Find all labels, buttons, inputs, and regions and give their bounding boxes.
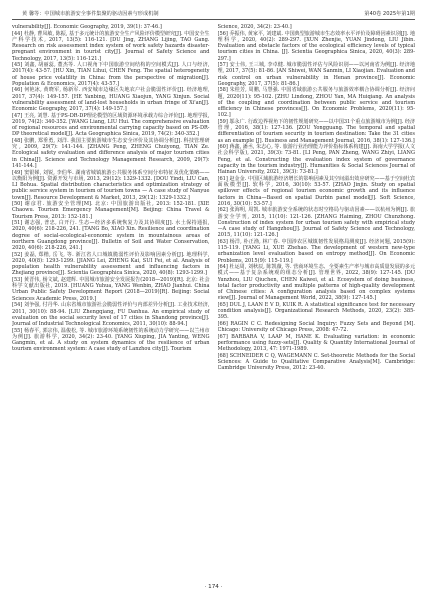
reference-entry: [63] 杨洋, 朴正渔, 林广春. 中国涉农区城镇韧性发展格局测度[J]. 经济问题, 2015(9): 115-119. [YANG Li, XUE Zhehao. The development of western new-type urbanization level evaluation based on entropy method[J]. On Economic Problems, 2015(9): 115-119.] [217, 238, 415, 264]
reference-entry: [54] 刘争强, 付丹华. 山东省城市旅游社会脆弱性评价与内部差异分析[J]. 工业技术经济, 2011, 30(10): 88-94. [LIU Zhengqiang, FU Danhua. An empirical study of evaluation on the social security level of 17 cities in Shandong province[J]. Journal of Industrial Technological Economics, 2011, 30(10): 88-94.] [12, 302, 210, 328]
reference-entry: [62] 张海明, 周凯. 城市旅游安全系统的状态时空格局与驱动因素——以杭州为例[J]. 旅游安全学刊, 2015, 11(10): 121-126. [ZHANG Haiming, ZHOU Chunzhong. Construction of index system for urban tourism safety with empirical study—A case study of Hangzhou[J]. Journal of Safety Science and Technology, 2015, 11(10): 121-126.] [217, 207, 415, 239]
reference-entry: [66] RAGIN C C. Redesigning Social Inquiry: Fuzzy Sets and Beyond [M]. Chicago: University of Chicago Press, 2008: 47-72. [217, 321, 415, 334]
running-header [0, 6, 427, 20]
reference-entry: [50] 谢彦君. 旅游安全管理[M]. 北京: 中国旅游出版社, 2013: 152-181. [XIE Chaowu. Tourism Emergency Management[M]. Beijing: China Travel & Tourism Press, 2013: 152-181.] [12, 201, 210, 220]
reference-entry: [60] 蒋鑫, 潘丞, 朱志心, 等. 旅游行业治理能力评价指标体系构建[J]. 海南大学学报(人文社会科学版), 2021, 39(3): 73-81. [LI Peng, PAN Zheng, WANG Zhiyi, LIANG Feng, et al. Constructing the evaluation index system of governance capacity in the tourism industry[J]. Humanities & Social Sciences Journal of Hainan University, 2021, 39(3): 73-81.] [217, 144, 415, 176]
reference-entry: [58] 朱桂芳, 周鹏, 马慧强. 中国省域旅游公共服务与旅游效率耦合协调分析[J]. 经济问题, 2020(11): 95-102. [ZHU Lindong, ZHOU Yan, MA Huiqiang. An analysis of the coupling and coordination between public service and tourism efficiency in Chinese provinces[J]. On Economic Problems, 2020(11): 95-102.] [217, 87, 415, 119]
reference-entry: [64] 杜运周, 刘秋辰, 陈凯薇, 等. 营商环境生态、全要素生产率与城市高质量发展的多元模式——基于复杂系统观的组态分析[J]. 管理世界, 2022, 38(9): 127-145. [DU Yunzhou, LIU Qiuchen, CHEN Kaiwei, et al. Ecosystem of doing business, total factor productivity and multiple patterns of high-quality development of Chinese cities: A configuration analysis based on complex systems view[J]. Journal of Management World, 2022, 38(9): 127-145.] [217, 264, 415, 302]
header-rule [12, 19, 415, 20]
reference-entry: [61] 赵金金. 中国区域旅游经济增长的影响因素及其空间溢出效应研究——基于空间杜宾面板模型[J]. 软科学, 2016, 30(10): 53-57. [ZHAO Jinjin. Study on spatial spillover effects of regional tourism economic growth and its influence factors in China—Based on spatial Durbin panel model[J]. Soft Science, 2016, 30(10): 53-57.] [217, 175, 415, 207]
reference-entry: [49] 窦银娣, 刘锐, 李伯华. 湖南省城镇旅游公共服务体系空间分布特征及优化策略——以衡阳为例[J]. 资源开发与市场, 2013, 29(12): 1329-1332. [DOU Yindi, LIU Can, LI Bohua. Spatial distribution characteristics and optimization strategy of public service system in tourism of tourism towns — A case study of Nanyue town[J]. Resource Development & Market, 2013, 29(12): 1329-1332.] [12, 169, 210, 201]
reference-entry: [48] 张鹏, 郑垂勇, 刘洋. 我国主要旅游城市生态安全评价及其协调分析[J]. 科技管理研究, 2009, 29(7): 141-144. [ZHANG Peng, ZHENG Chuiyong, TIAN Ze. Ecological safety evaluation and difference analysis of major tourism cities in China[J]. Science and Technology Management Research, 2009, 29(7): 141-144.] [12, 137, 210, 169]
reference-entry: [53] 黄晋伟, 杨文斌, 赵建辉. 中国城市旅游安全发展报告(2018—2019)[R]. 北京: 社会科学文献出版社, 2019. [HUANG Yuhua, YANG Wenbin, ZHAO Jianhui. China Urban Public Safety Development Report (2018—2019)[R]. Beijing: Social Sciences Academic Press, 2019.] [12, 276, 210, 302]
page-number: · 174 · [204, 584, 223, 590]
reference-entry: [59] 邬永广. 行政边界视角下的韧性规划研究——以中国31个重点旅游城市为例[J]. 经济管理, 2016, 38(1): 127-136. [ZOU Yongguang. The temporal and spatial differentiation of tourism security in tourism destination: Take the 31 cities as an example [J]. Business and Management Journal, 2016, 38(1): 127-136.] [217, 118, 415, 144]
running-title: 黄 馨等：中国城市旅游安全事件集聚的驱动因素与形成机制 [22, 10, 159, 17]
issue-label: 第40卷 2025年第1期 [364, 10, 415, 17]
reference-entry: [46] 何艳冰, 黄晓军, 杨新军. 西安城市边缘区失地农户社会脆弱性评价[J]. 经济地理, 2017, 37(4): 149-157. [HE Yanbing, HUANG Xiaojun, YANG Xinjun. Social vulnerability assessment of land-lost households in urban fringe of Xi'an[J]. Economic Geography, 2017, 37(4): 149-157.] [12, 87, 210, 113]
references-body [12, 24, 415, 577]
reference-entry: [57] 安士伟, 王三城, 李卓健. 城市脆弱性评估与风险识别——以河南省为例[J]. 经济地理, 2017, 37(5): 81-86. [AN Shiwei, WAN Sanmin, LI Xiaojian. Evaluation and risk control on urban vulnerability in Henan province[J]. Economic Geography, 2017, 37(5): 81-86.] [217, 62, 415, 87]
reference-entry: Science, 2020, 34(2): 23-40.] [217, 24, 292, 30]
reference-entry: [52] 姜磊, 郑楷, 岳飞, 等. 浙江省人口城镇脆弱性评价及影响因素分析[J]. 地理科学, 2020, 40(8): 1293-1299. [JIANG Lei, ZHENG Kai, SUI Fei, et al. Analysis of population health vulnerability assessment and influencing factors in Zhejiang province[J]. Scientia Geographica Sinica, 2020, 40(8): 1293-1299.] [12, 251, 210, 277]
reference-entry: [47] 王亮, 刘慧. 基于PS-DR-DP理论模型的区域资源环境承载力综合评价[J]. 地理学报, 2019, 74(2): 340-352. [WANG Liang, LIU Hui. The comprehensive evaluation of regional resources and environmental carrying capacity based on PS-DR-DP theoretical model[J]. Acta Geographica Sinica, 2019, 74(2): 340-352.] [12, 112, 210, 138]
reference-entry: [51] 谢志强, 普忠, 白开行. 生态—经济多系统恢复力及其协调度[J]. 水土保持通报, 2020, 40(6): 218-226, 241. [TANG Bo, XIAO Xin. Resilience and coordination degree of social-ecological-economic system in mountainous areas of northern Guangdong province[J]. Bulletin of Soil and Water Conservation, 2020, 40(6): 218-226, 241.] [12, 220, 210, 252]
reference-entry: [55] 杨春平, 郭宗伟, 温俊松, 等. 城市旅游环境系统韧性的系统动力学研究——以兰州市为例[J]. 旅游科学, 2020, 34(2): 23-40. [YANG Xiuping, JIA Yanting, WENG Gangmin, et al. A study on system dynamics of the resilience of urban tourism environment system: A case study of Lanzhou city[J]. Tourism [12, 327, 210, 353]
reference-entry: [44] 杜静, 曹凤敏, 陈振, 基于多元统计的旅游安全生产风险评价模型研究[J]. 中国安全生产科学技术, 2017, 13(5): 116-121. [DU Jing, ZHANG Lijing, TAO Gang. Research on risk assessment index system of work safety hazards disaster-pregnant environment in tourist city[J]. Journal of Safety Science and Technology, 2017, 13(5): 116-121.] [12, 30, 210, 62]
left-column [12, 24, 210, 577]
reference-entry: [45] 刘鑫, 胡丽蕊, 董杰等. 人口视角下中国旅游空间结构的空间模式[J]. 人口与经济, 2017(4): 43-57. [HU Xin, TIAN Lihui, CHEN Feng. The spatial heterogeneity of house price volatility in China: from the perspective of migration[J]. Population & Economics, 2017(4): 43-57.] [12, 62, 210, 87]
reference-entry: vulnerability[J]. Economic Geography, 2019, 39(1): 37-46.] [12, 24, 162, 30]
reference-entry: [68] SCHNEIDER C Q, WAGEMANN C. Set-theoretic Methods for the Social Sciences: A Guide to Qualitative Comparative Analysis[M]. Cambridge: Cambridge University Press, 2012: 23-40. [217, 352, 415, 372]
reference-entry: [56] 乔振伟, 黄家平, 刘建斌. 中国典型旅游城市生态效率水平评价及障碍因素识别[J]. 地理科学, 2020, 40(2): 289-297. [XUN Zhenjie, YUAN Jindong, LIU Jibin. Evaluation and obstacle factors of the ecological efficiency levels of typical tourism cities in China. [J]. Scientia Geographica Sinica, 2020, 40(3): 289-297.] [217, 30, 415, 62]
reference-entry: [67] BARBARA V, LAAP M, HANE K. Evaluating variation: in economic performance using fuzzy-sets[J]. Quality & Quantity International Journal of Methodology, 2013, 47: 1971-1989. [217, 333, 415, 353]
reference-entry: [65] DUL J, LAAN E V D, KUIK R. A statistical significance test for necessary condition analysis[J]. Organizational Research Methods, 2020, 23(2): 385-395. [217, 301, 415, 321]
right-column [218, 24, 416, 577]
